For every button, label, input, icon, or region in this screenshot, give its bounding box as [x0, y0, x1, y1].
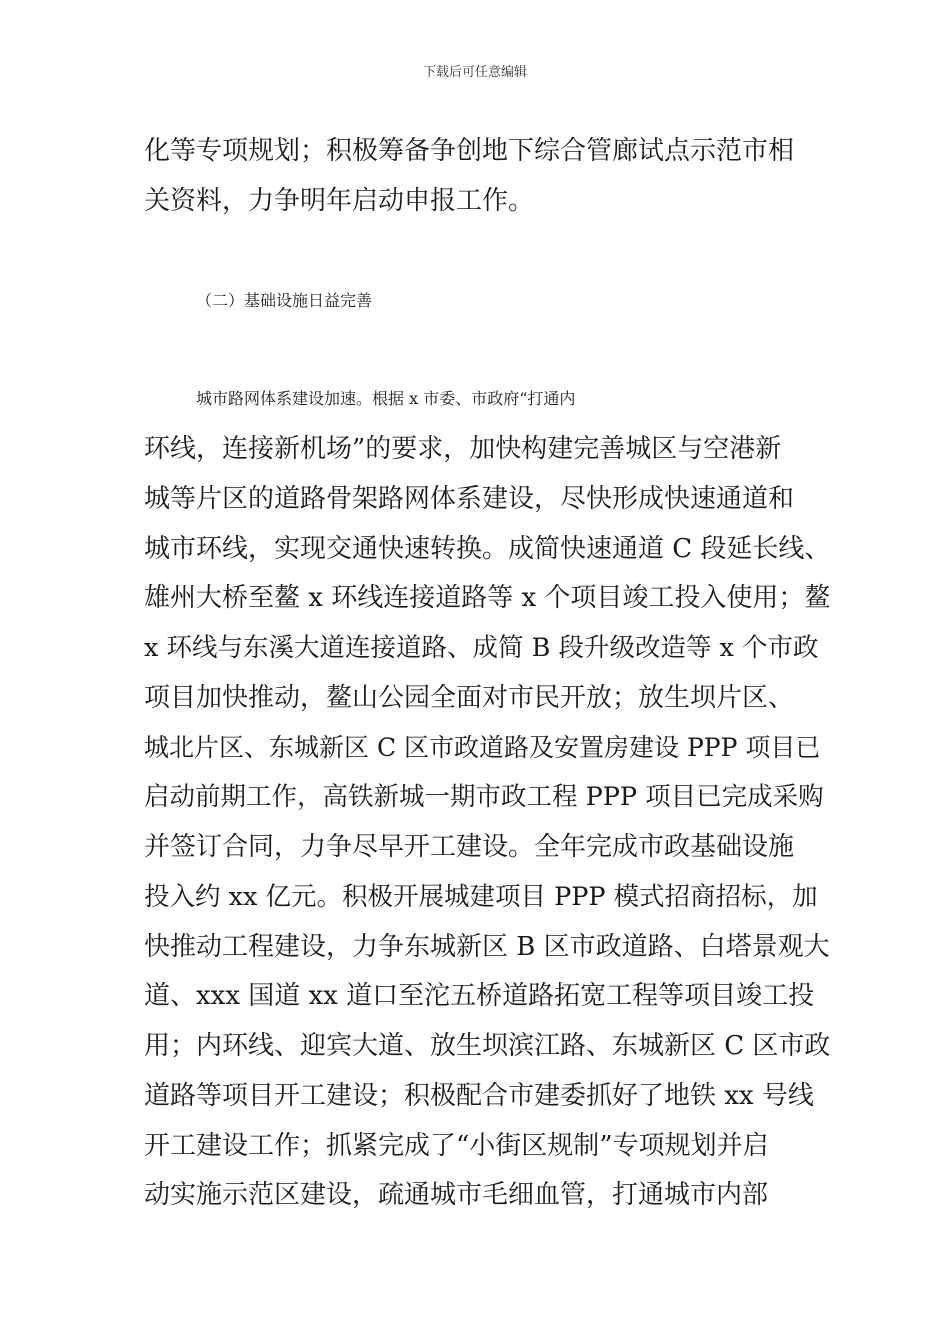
paragraph-line: 开工建设工作；抓紧完成了“小街区规制”专项规划并启: [144, 1131, 769, 1161]
paragraph-line: 城等片区的道路骨架路网体系建设，尽快形成快速通道和: [144, 484, 795, 514]
paragraph-line: 道、xxx 国道 xx 道口至沱五桥道路拓宽工程等项目竣工投: [144, 981, 815, 1011]
paragraph-line: x 环线与东溪大道连接道路、成简 B 段升级改造等 x 个市政: [144, 633, 819, 663]
paragraph-line: 启动前期工作，高铁新城一期市政工程 PPP 项目已完成采购: [144, 782, 824, 812]
paragraph-line: 用；内环线、迎宾大道、放生坝滨江路、东城新区 C 区市政: [144, 1031, 831, 1061]
paragraph-line: 城北片区、东城新区 C 区市政道路及安置房建设 PPP 项目已: [144, 733, 821, 762]
paragraph-line: 快推动工程建设，力争东城新区 B 区市政道路、白塔景观大: [144, 932, 830, 962]
paragraph-line: 投入约 xx 亿元。积极开展城建项目 PPP 模式招商招标，加: [144, 882, 818, 912]
paragraph-line: 关资料，力争明年启动申报工作。: [144, 186, 535, 216]
paragraph-line: 动实施示范区建设，疏通城市毛细血管，打通城市内部: [144, 1180, 769, 1210]
paragraph-line: 城市路网体系建设加速。根据 x 市委、市政府“打通内: [196, 389, 576, 408]
page-header-note: 下载后可任意编辑: [422, 65, 527, 80]
paragraph-line: 道路等项目开工建设；积极配合市建委抓好了地铁 xx 号线: [144, 1081, 814, 1111]
paragraph-line: 环线，连接新机场”的要求，加快构建完善城区与空港新: [144, 434, 782, 464]
section-heading: （二）基础设施日益完善: [196, 291, 373, 310]
paragraph-line: 城市环线，实现交通快速转换。成简快速通道 C 段延长线、: [144, 534, 831, 564]
paragraph-line: 化等专项规划；积极筹备争创地下综合管廊试点示范市相: [144, 136, 795, 166]
paragraph-line: 并签订合同，力争尽早开工建设。全年完成市政基础设施: [144, 832, 795, 862]
paragraph-line: 雄州大桥至鳌 x 环线连接道路等 x 个项目竣工投入使用；鳌: [144, 583, 831, 613]
paragraph-line: 项目加快推动，鳌山公园全面对市民开放；放生坝片区、: [144, 683, 795, 713]
